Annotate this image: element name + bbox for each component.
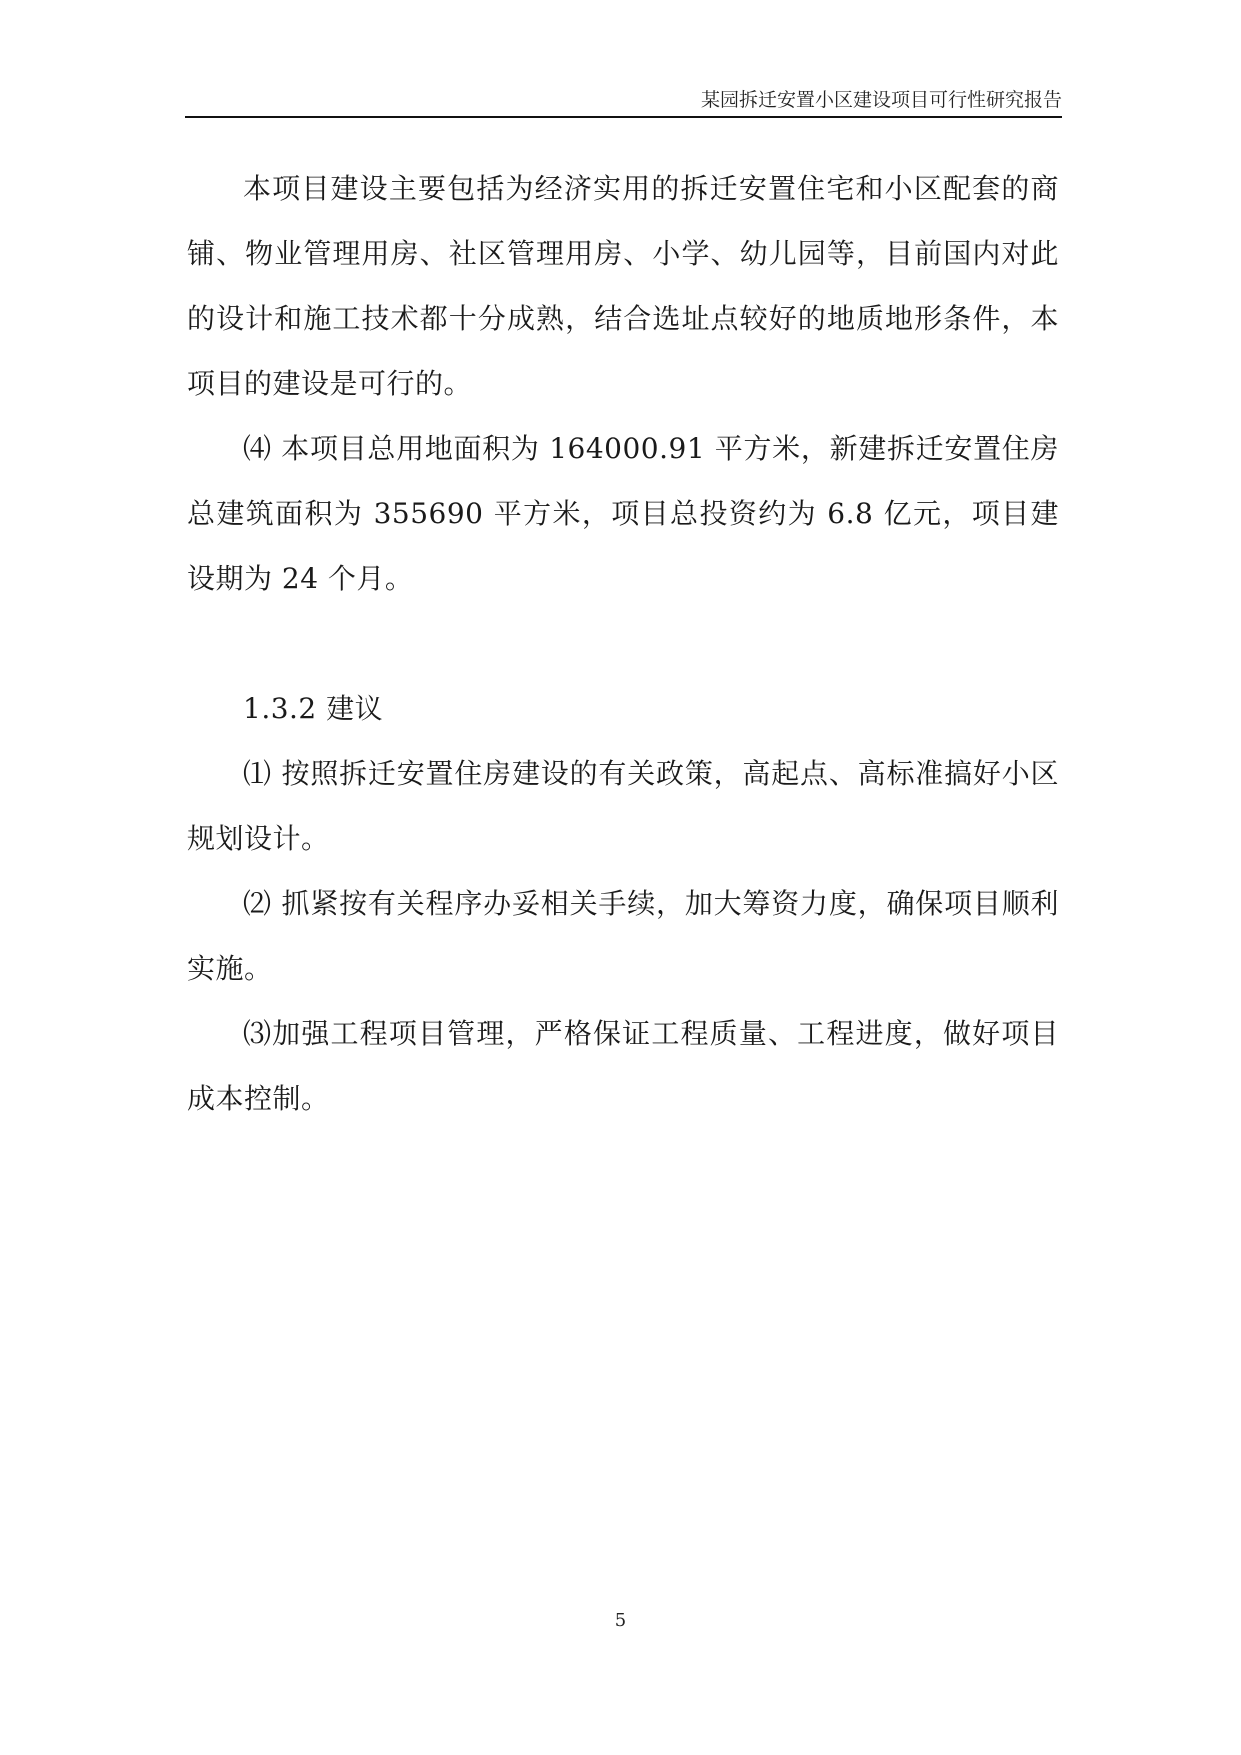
- page-number: 5: [614, 1610, 627, 1631]
- suggestion-item-1: ⑴ 按照拆迁安置住房建设的有关政策，高起点、高标准搞好小区规划设计。: [187, 757, 1059, 855]
- running-header: 某园拆迁安置小区建设项目可行性研究报告: [700, 89, 1062, 111]
- document-body: [187, 156, 1059, 1131]
- suggestion-item-2: ⑵ 抓紧按有关程序办妥相关手续，加大筹资力度，确保项目顺利实施。: [187, 887, 1059, 985]
- paragraph-feasibility: 本项目建设主要包括为经济实用的拆迁安置住宅和小区配套的商铺、物业管理用房、社区管理用房、小学、幼儿园等，目前国内对此的设计和施工技术都十分成熟，结合选址点较好的地质地形条件，本项目的建设是可行的。: [187, 172, 1059, 400]
- header-divider: [185, 116, 1062, 118]
- section-heading-suggestions: 1.3.2 建议: [243, 692, 384, 725]
- paragraph-project-scale: ⑷ 本项目总用地面积为 164000.91 平方米，新建拆迁安置住房总建筑面积为 355690 平方米，项目总投资约为 6.8 亿元，项目建设期为 24 个月。: [187, 432, 1059, 595]
- suggestion-item-3: ⑶加强工程项目管理，严格保证工程质量、工程进度，做好项目成本控制。: [187, 1017, 1059, 1115]
